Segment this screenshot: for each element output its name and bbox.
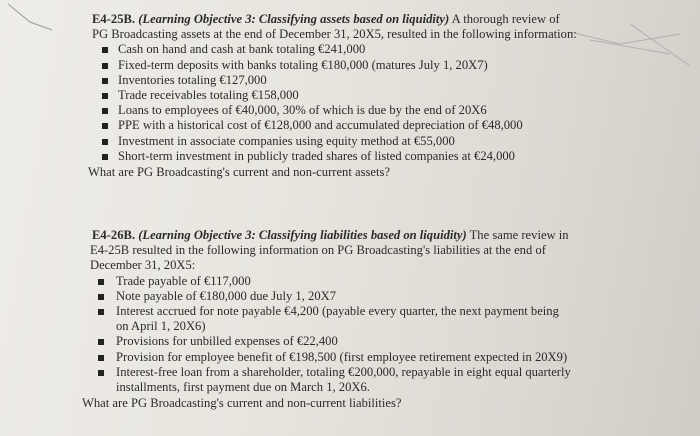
exercise-heading [92,12,652,27]
list-item-text: Interest-free loan from a shareholder, totaling €200,000, repayable in eight equal quarterly [116,364,571,379]
list-item: Trade payable of €117,000 [116,274,646,289]
pen-scribble-left [0,0,60,40]
list-item: Inventories totaling €127,000 [118,73,652,88]
exercise-e4-25b [88,12,652,180]
list-item: Provision for employee benefit of €198,500 (first employee retirement expected in 20X9) [116,350,646,365]
asset-list [92,42,652,164]
list-item-continuation: installments, first payment due on March 1, 20X6. [116,380,370,395]
question: What are PG Broadcasting's current and non-current liabilities? [82,396,402,411]
list-item [116,304,646,334]
learning-objective: (Learning Objective 3: Classifying liabilities based on liquidity) [138,228,467,242]
list-item: Investment in associate companies using equity method at €55,000 [118,134,652,149]
list-item: Loans to employees of €40,000, 30% of which is due by the end of 20X6 [118,103,652,118]
intro-text: A thorough review of [451,12,560,26]
intro-line-2: E4-25B resulted in the following information on PG Broadcasting's liabilities at the end of [90,243,546,258]
list-item: Fixed-term deposits with banks totaling €180,000 (matures July 1, 20X7) [118,58,652,73]
list-item: PPE with a historical cost of €128,000 and accumulated depreciation of €48,000 [118,118,652,133]
question: What are PG Broadcasting's current and non-current assets? [88,165,390,180]
list-item: Cash on hand and cash at bank totaling €241,000 [118,42,652,57]
liability-list [86,274,646,396]
exercise-code: E4-25B. [92,12,136,26]
list-item-continuation: on April 1, 20X6) [116,319,206,334]
exercise-e4-26b [82,228,646,411]
list-item: Short-term investment in publicly traded shares of listed companies at €24,000 [118,149,652,164]
exercise-heading [86,228,646,243]
learning-objective: (Learning Objective 3: Classifying assets based on liquidity) [138,12,450,26]
list-item: Trade receivables totaling €158,000 [118,88,652,103]
intro-line-3: December 31, 20X5: [90,258,196,273]
list-item: Note payable of €180,000 due July 1, 20X7 [116,289,646,304]
intro-text: The same review in [469,228,569,242]
list-item: Provisions for unbilled expenses of €22,400 [116,334,646,349]
intro-line-2: PG Broadcasting assets at the end of December 31, 20X5, resulted in the following information: [92,27,577,42]
list-item [116,365,646,395]
exercise-code: E4-26B. [92,228,136,242]
list-item-text: Interest accrued for note payable €4,200 (payable every quarter, the next payment being [116,304,559,319]
